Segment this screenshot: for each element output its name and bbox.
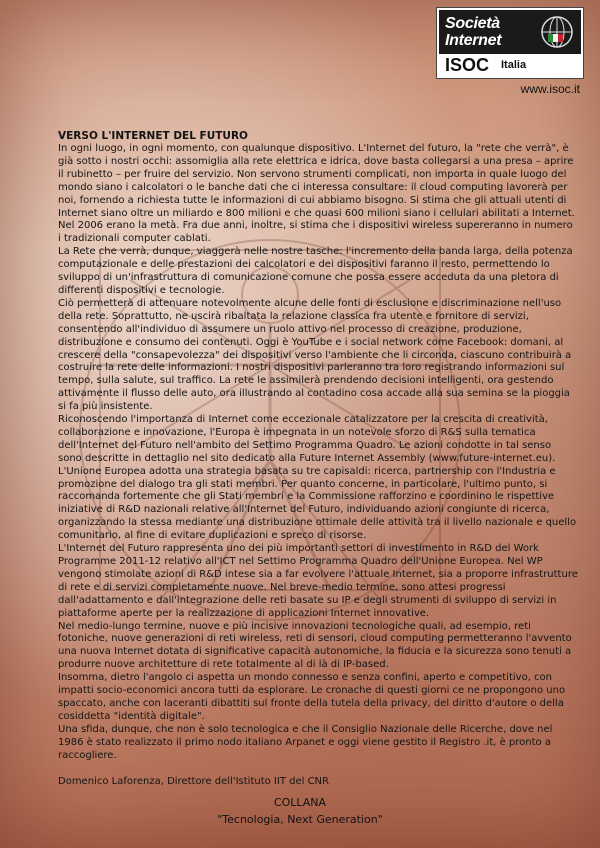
- article-paragraph: Insomma, dietro l'angolo ci aspetta un mondo connesso e senza confini, aperto e competitivo, con impatti socio-economici ancora tutti da esplorare. Le cronache di questi giorni ce ne propongono uno spaccato, anche con laceranti dibattiti sul fronte della tutela della privacy, del diritto d'autore o della cosiddetta "identità digitale".: [58, 672, 566, 722]
- footer-series: "Tecnologia, Next Generation": [217, 813, 383, 826]
- website-link[interactable]: www.isoc.it: [520, 82, 580, 96]
- article-paragraph: La Rete che verrà, dunque, viaggerà nelle nostre tasche: l'incremento della banda larga, della potenza computazionale e delle prestazioni dei calcolatori e dei dispositivi faranno il resto, permettendo lo sviluppo di un'infrastruttura di comunicazione comune che possa essere acceduta da una pletora di differenti dispositivi e tecnologie.: [58, 246, 573, 296]
- article-paragraph: In ogni luogo, in ogni momento, con qualunque dispositivo. L'Internet del futuro, la "rete che verrà", è già sotto i nostri occhi: assomiglia alla rete elettrica e idrica, dove basta collegarsi a una presa – aprire il rubinetto – per fruire del servizio. Non servono strumenti complicati, non importa in quale luogo del mondo siano i calcolatori o le banche dati che ci interessa consultare: il cloud computing lavorerà per noi, fornendo a richiesta tutte le informazioni di cui abbiamo bisogno. Si stima che gli attuali utenti di Internet siano oltre un miliardo e 800 milioni e che quasi 600 milioni siano i cellulari abilitati a Internet. Nel 2006 erano la metà. Fra due anni, inoltre, si stima che i dispositivi wireless supereranno in numero i tradizionali computer cablati.: [58, 143, 575, 245]
- logo-line-2: Internet: [445, 32, 502, 49]
- article-title: VERSO L'INTERNET DEL FUTURO: [58, 130, 248, 142]
- footer-collection: COLLANA: [273, 796, 327, 809]
- isoc-logo[interactable]: [437, 8, 583, 78]
- article-paragraph: L'Internet del Futuro rappresenta uno dei più importanti settori di investimento in R&D del Work Programme 2011-12 relativo all'ICT nel Settimo Programma Quadro dell'Unione Europea. Nel WP vengono stimolate azioni di R&D intese sia a far evolvere l'attuale Internet, sia a proporre infrastrutture di rete e di servizi completamente nuove. Nel breve-medio termine, sono attesi progressi dall'adattamento e dall'integrazione delle reti basate su IP e degli strumenti di sviluppo di servizi in piattaforme aperte per la realizzazione di applicazioni Internet innovative.: [58, 543, 578, 619]
- logo-isoc: ISOC: [445, 55, 490, 75]
- article-paragraph: Ciò permetterà di attenuare notevolmente alcune delle fonti di esclusione e discriminazione nell'uso della rete. Soprattutto, ne uscirà ribaltata la relazione classica fra utente e fornitore di servizi, consentendo all'individuo di assumere un ruolo attivo nel processo di creazione, produzione, distribuzione e consumo dei contenuti. Oggi è YouTube e i social network come Facebook: domani, al crescere della "consapevolezza" dei dispositivi verso l'ambiente che li circonda, ciascuno contribuirà a costruire la rete delle informazioni. I nostri dispositivi parleranno tra loro registrando informazioni sul tempo, sulla salute, sul traffico. La rete le assimilerà prendendo decisioni intelligenti, ora gestendo attivamente il flusso delle auto, ora illustrando al contadino cosa accade alla sua semina se la pioggia si fa più insistente.: [58, 297, 572, 413]
- article-body: [58, 130, 578, 788]
- page-footer: [0, 794, 600, 828]
- article-paragraph: Nel medio-lungo termine, nuove e più incisive innovazioni tecnologiche quali, ad esempio, reti fotoniche, nuove generazioni di reti wireless, reti di sensori, cloud computing permetteranno l'avvento una nuova Internet dotata di significative capacità autonomiche, la fiducia e la sicurezza sono tenuti a produrre nuove architetture di rete totalmente al di là di IP-based.: [58, 620, 572, 671]
- article-paragraph: Una sfida, dunque, che non è solo tecnologica e che il Consiglio Nazionale delle Ricerche, dove nel 1986 è stato realizzato il primo nodo italiano Arpanet e oggi viene gestito il Registro .it, è pronto a raccogliere.: [58, 723, 553, 761]
- logo-line-1: Società: [445, 15, 500, 32]
- article-paragraph: Riconoscendo l'importanza di Internet come eccezionale catalizzatore per la crescita di creatività, collaborazione e innovazione, l'Europa è impegnata in un notevole sforzo di R&S sulla tematica dell'Internet del Futuro nell'ambito del Settimo Programma Quadro. Le azioni condotte in tal senso sono descritte in dettaglio nel sito dedicato alla Future Internet Assembly (www.future-internet.eu). L'Unione Europea adotta una strategia basata su tre capisaldi: ricerca, partnership con l'Industria e promozione del dialogo tra gli stati membri. Per quanto concerne, in particolare, l'ultimo punto, si raccomanda fortemente che gli Stati membri e la Commissione rafforzino e coordinino le rispettive iniziative di R&D nazionali relative all'Internet del Futuro, individuando azioni congiunte di ricerca, organizzando la stessa mediante una distribuzione ottimale delle attività tra il livello nazionale e quello comunitario, al fine di evitare duplicazioni e spreco di risorse.: [58, 414, 577, 542]
- globe-emblem-icon: [539, 14, 575, 50]
- logo-italia: Italia: [501, 59, 527, 71]
- article-signature: Domenico Laforenza, Direttore dell'Istituto IIT del CNR: [58, 775, 329, 787]
